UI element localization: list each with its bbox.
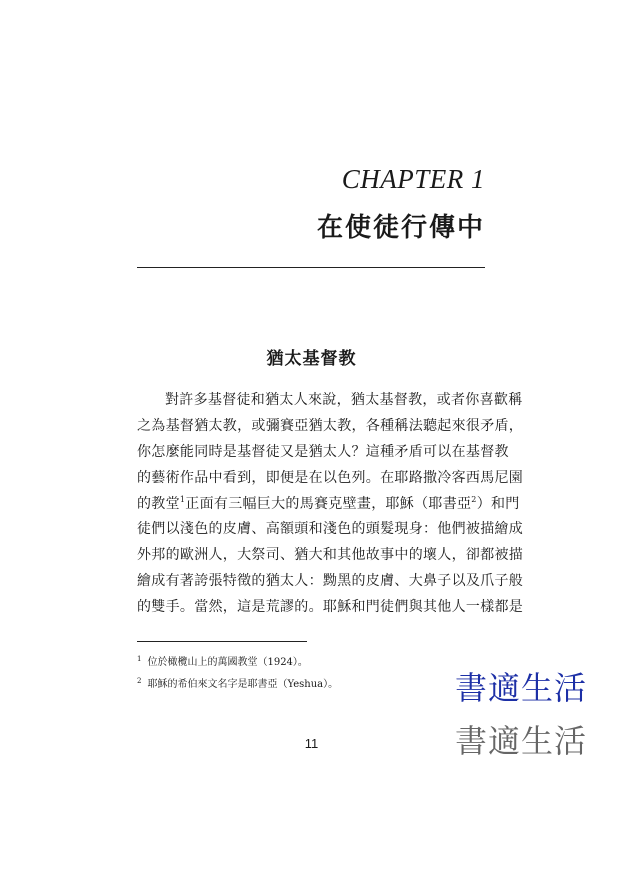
body-text xyxy=(137,388,524,621)
chapter-label: CHAPTER 1 xyxy=(341,164,485,194)
body-line: 對許多基督徒和猶太人來說，猶太基督教，或者你喜歡稱 xyxy=(165,392,523,408)
chapter-title: 在使徒行傳中 xyxy=(316,213,485,243)
footnote-2 xyxy=(137,675,338,690)
footnote-divider xyxy=(137,641,307,642)
footnote-ref-1: 1 xyxy=(179,494,186,504)
footnote-1 xyxy=(137,653,308,668)
body-line: 你怎麼能同時是基督徒又是猶太人？這種矛盾可以在基督教 xyxy=(137,443,509,460)
footnote-ref-2: 2 xyxy=(471,494,477,504)
body-line: 外邦的歐洲人，大祭司、猶大和其他故事中的壞人，卻都被描 xyxy=(137,547,524,564)
footnote-number: 1 xyxy=(137,655,142,663)
body-line: 徒們以淺色的皮膚、高額頭和淺色的頭髮現身：他們被描繪成 xyxy=(137,521,524,538)
section-heading: 猶太基督教 xyxy=(266,349,357,369)
body-line: 的藝術作品中看到，即便是在以色列。在耶路撒冷客西馬尼園 xyxy=(137,469,524,486)
body-line-with-footnote-refs xyxy=(137,492,520,518)
body-line: 之為基督猶太教，或彌賽亞猶太教，各種稱法聽起來很矛盾， xyxy=(137,417,524,434)
footnote-text: 位於橄欖山上的萬國教堂（1924）。 xyxy=(147,657,308,668)
body-line: 的雙手。當然，這是荒謬的。耶穌和門徒們與其他人一樣都是 xyxy=(137,599,524,616)
watermark-primary: 書適生活 xyxy=(455,669,588,707)
title-divider xyxy=(137,267,485,268)
footnote-number: 2 xyxy=(137,677,142,685)
page-number: 11 xyxy=(304,736,319,751)
footnote-text: 耶穌的希伯來文名字是耶書亞（Yeshua）。 xyxy=(147,679,339,690)
body-line-segment: ）和門 xyxy=(476,495,520,512)
watermark-secondary: 書適生活 xyxy=(455,722,588,760)
body-line-segment: 的教堂 xyxy=(137,495,180,512)
body-line-segment: 正面有三幅巨大的馬賽克壁畫，耶穌（耶書亞 xyxy=(185,495,472,512)
body-line: 繪成有著誇張特徵的猶太人：黝黑的皮膚、大鼻子以及爪子般 xyxy=(137,573,524,590)
